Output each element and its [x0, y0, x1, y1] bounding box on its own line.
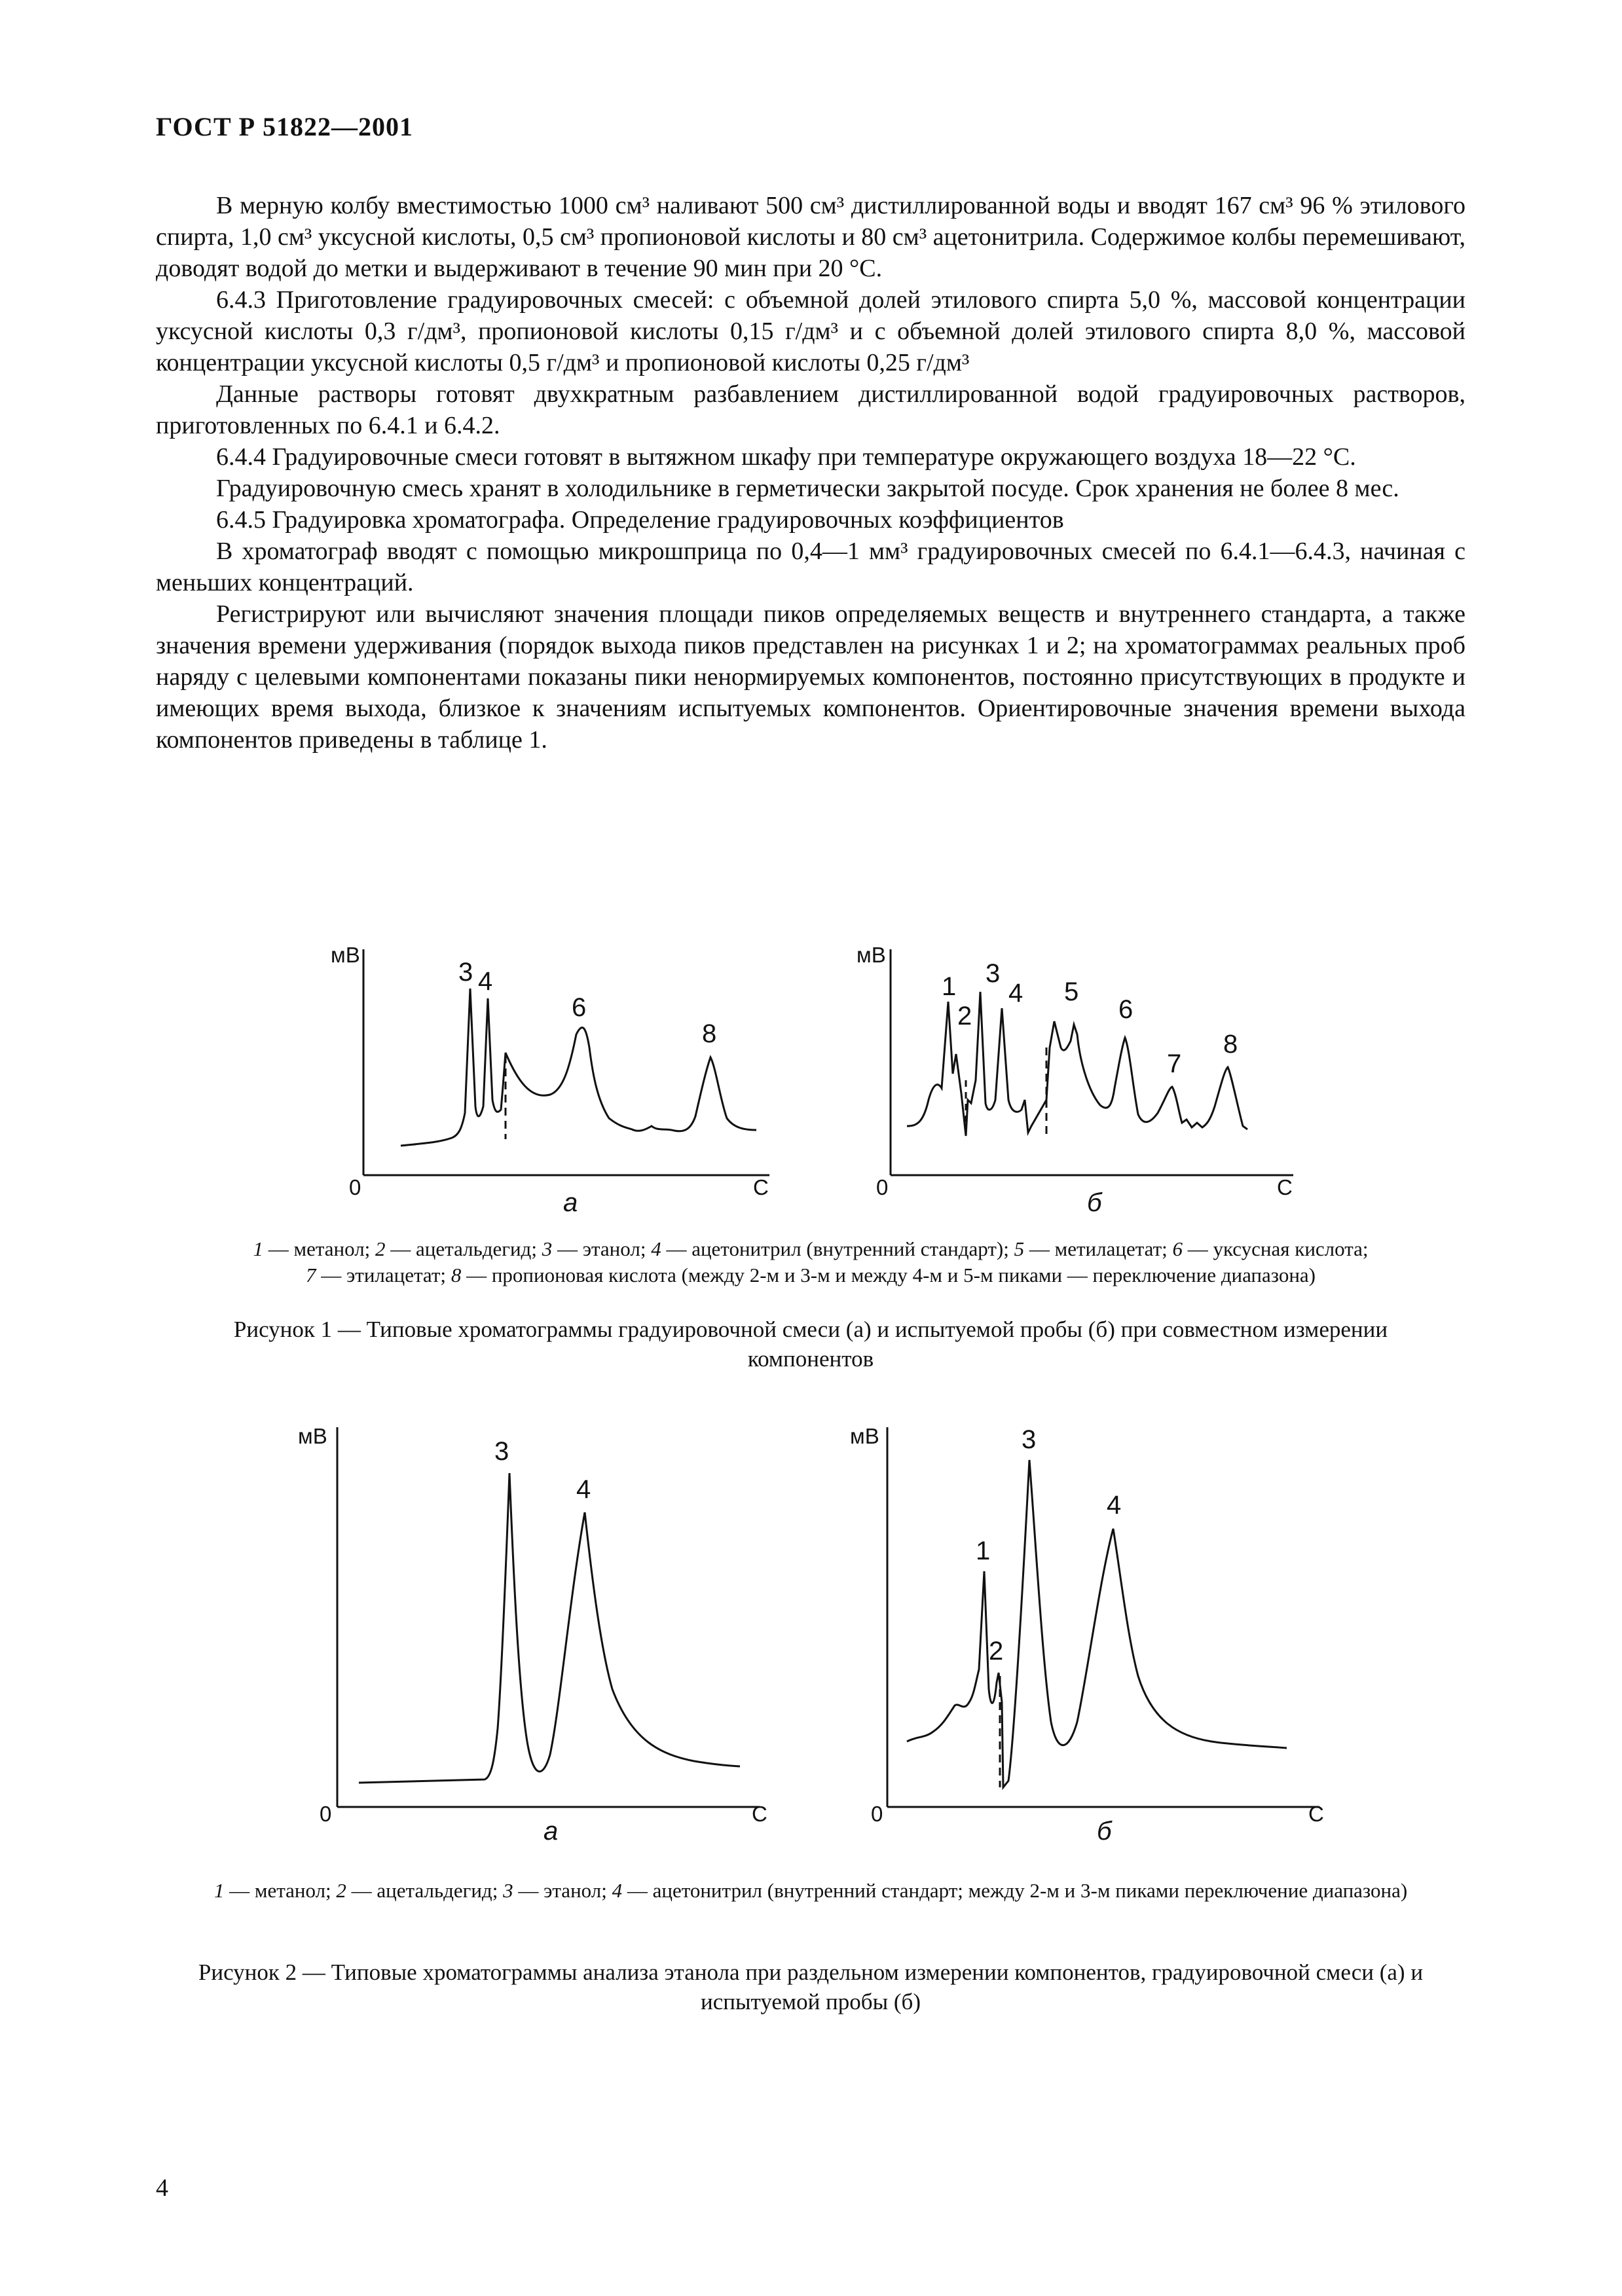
- legend-num: 6: [1172, 1237, 1183, 1260]
- figure-2-svg: [0, 1414, 1622, 1859]
- legend-num: 2: [336, 1879, 346, 1902]
- peak-label: 4: [1008, 979, 1023, 1008]
- legend-text: — ацетонитрил (внутренний стандарт; между 2-м и 3-м пиками переключение диапазона): [622, 1879, 1408, 1902]
- peak-label: 3: [986, 959, 1001, 988]
- legend-text: — уксусная кислота;: [1183, 1237, 1369, 1260]
- peak-label: 6: [572, 993, 587, 1022]
- subfigure-label: б: [1097, 1817, 1112, 1846]
- figure-2: [0, 1414, 1622, 1859]
- y-axis-unit: мВ: [331, 943, 360, 967]
- page-number: 4: [156, 2174, 168, 2202]
- y-axis-unit: мВ: [298, 1424, 327, 1448]
- x-axis-unit: С: [753, 1175, 769, 1199]
- x-axis-unit: С: [752, 1802, 767, 1826]
- legend-text: — этилацетат;: [316, 1264, 451, 1286]
- subfigure-label: а: [563, 1188, 578, 1217]
- legend-num: 4: [612, 1879, 623, 1902]
- paragraph: Регистрируют или вычисляют значения площади пиков определяемых веществ и внутреннего стандарта, а также значения времени удерживания (порядок выхода пиков представлен на рисунках 1 и 2; на хроматограммах реальных проб наряду с целевыми компонентами показаны пики ненормируемых компонентов, постоянно присутствующих в продукте и имеющих время выхода, близкое к значениям испытуемых компонентов. Ориентировочные значения времени выхода компонентов приведены в таблице 1.: [156, 600, 1465, 754]
- x-axis-unit: С: [1308, 1802, 1324, 1826]
- paragraph: Градуировочную смесь хранят в холодильнике в герметически закрытой посуде. Срок хранения не более 8 мес.: [216, 475, 1399, 502]
- legend-text: — метанол;: [263, 1237, 376, 1260]
- peak-label: 1: [942, 972, 957, 1001]
- peak-label: 6: [1118, 995, 1134, 1024]
- legend-num: 8: [451, 1264, 462, 1286]
- legend-num: 4: [651, 1237, 661, 1260]
- body-text: [156, 190, 1465, 756]
- figure-1: [0, 943, 1622, 1218]
- legend-text: — этанол;: [552, 1237, 652, 1260]
- legend-num: 3: [542, 1237, 553, 1260]
- origin-label: 0: [320, 1802, 332, 1826]
- paragraph: 6.4.5 Градуировка хроматографа. Определение градуировочных коэффициентов: [216, 506, 1064, 534]
- legend-num: 1: [213, 1879, 225, 1902]
- x-axis-unit: С: [1277, 1175, 1293, 1199]
- figure-1-legend: [156, 1236, 1465, 1288]
- legend-num: 2: [375, 1237, 386, 1260]
- peak-label: 8: [1223, 1030, 1238, 1059]
- y-axis-unit: мВ: [850, 1424, 879, 1448]
- origin-label: 0: [871, 1802, 883, 1826]
- subfigure-label: б: [1087, 1188, 1102, 1217]
- peak-label: 2: [957, 1002, 972, 1030]
- legend-text: — этанол;: [513, 1879, 612, 1902]
- legend-num: 3: [503, 1879, 513, 1902]
- legend-num: 1: [253, 1237, 263, 1260]
- chromatogram-1b: [857, 943, 1293, 1217]
- legend-text: — метилацетат;: [1024, 1237, 1173, 1260]
- subfigure-label: а: [544, 1817, 559, 1846]
- legend-text: — ацетонитрил (внутренний стандарт);: [661, 1237, 1014, 1260]
- figure-1-caption: Рисунок 1 — Типовые хроматограммы градуировочной смеси (а) и испытуемой пробы (б) при совместном измерении компонентов: [233, 1317, 1388, 1372]
- legend-text: — метанол;: [224, 1879, 337, 1902]
- figure-1-svg: [0, 943, 1622, 1218]
- peak-label: 3: [1022, 1425, 1037, 1454]
- legend-text: — ацетальдегид;: [385, 1237, 542, 1260]
- legend-num: 5: [1014, 1237, 1025, 1260]
- peak-label: 3: [494, 1437, 509, 1466]
- chromatogram-2b: [850, 1424, 1324, 1846]
- peak-label: 4: [1107, 1491, 1122, 1520]
- figure-2-caption: Рисунок 2 — Типовые хроматограммы анализа этанола при раздельном измерении компонентов, градуировочной смеси (а) и испытуемой пробы (б): [198, 1959, 1424, 2014]
- chromatogram-2a: [298, 1424, 767, 1846]
- peak-label: 5: [1064, 977, 1079, 1006]
- paragraph: 6.4.3 Приготовление градуировочных смесей: с объемной долей этилового спирта 5,0 %, массовой концентрации уксусной кислоты 0,3 г/дм³, пропионовой кислоты 0,15 г/дм³ и с объемной долей этилового спирта 8,0 %, массовой концентрации уксусной кислоты 0,5 г/дм³ и пропионовой кислоты 0,25 г/дм³: [156, 286, 1465, 376]
- origin-label: 0: [876, 1175, 889, 1199]
- figure-2-legend: [156, 1878, 1465, 1904]
- y-axis-unit: мВ: [857, 943, 886, 967]
- standard-header: ГОСТ Р 51822—2001: [156, 112, 414, 141]
- legend-text: — пропионовая кислота (между 2-м и 3-м и между 4-м и 5-м пиками — переключение диапазона): [461, 1264, 1316, 1286]
- peak-label: 8: [702, 1019, 717, 1048]
- peak-label: 3: [458, 958, 473, 987]
- chromatogram-1a: [331, 943, 769, 1217]
- trace-2a: [359, 1473, 740, 1783]
- peak-label: 1: [976, 1537, 991, 1565]
- paragraph: В хроматограф вводят с помощью микрошприца по 0,4—1 мм³ градуировочных смесей по 6.4.1—6.4.3, начиная с меньших концентраций.: [156, 538, 1465, 596]
- paragraph: В мерную колбу вместимостью 1000 см³ наливают 500 см³ дистиллированной воды и вводят 167 см³ 96 % этилового спирта, 1,0 см³ уксусной кислоты, 0,5 см³ пропионовой кислоты и 80 см³ ацетонитрила. Содержимое колбы перемешивают, доводят водой до метки и выдерживают в течение 90 мин при 20 °С.: [156, 192, 1465, 282]
- peak-label: 4: [576, 1475, 591, 1504]
- trace-2b: [907, 1460, 1287, 1787]
- peak-label: 2: [989, 1637, 1004, 1666]
- paragraph: 6.4.4 Градуировочные смеси готовят в вытяжном шкафу при температуре окружающего воздуха 18—22 °С.: [216, 443, 1356, 471]
- legend-num: 7: [305, 1264, 316, 1286]
- legend-text: — ацетальдегид;: [346, 1879, 504, 1902]
- paragraph: Данные растворы готовят двухкратным разбавлением дистиллированной водой градуировочных растворов, приготовленных по 6.4.1 и 6.4.2.: [156, 380, 1465, 439]
- peak-label: 7: [1167, 1049, 1182, 1078]
- peak-label: 4: [478, 967, 493, 996]
- origin-label: 0: [349, 1175, 361, 1199]
